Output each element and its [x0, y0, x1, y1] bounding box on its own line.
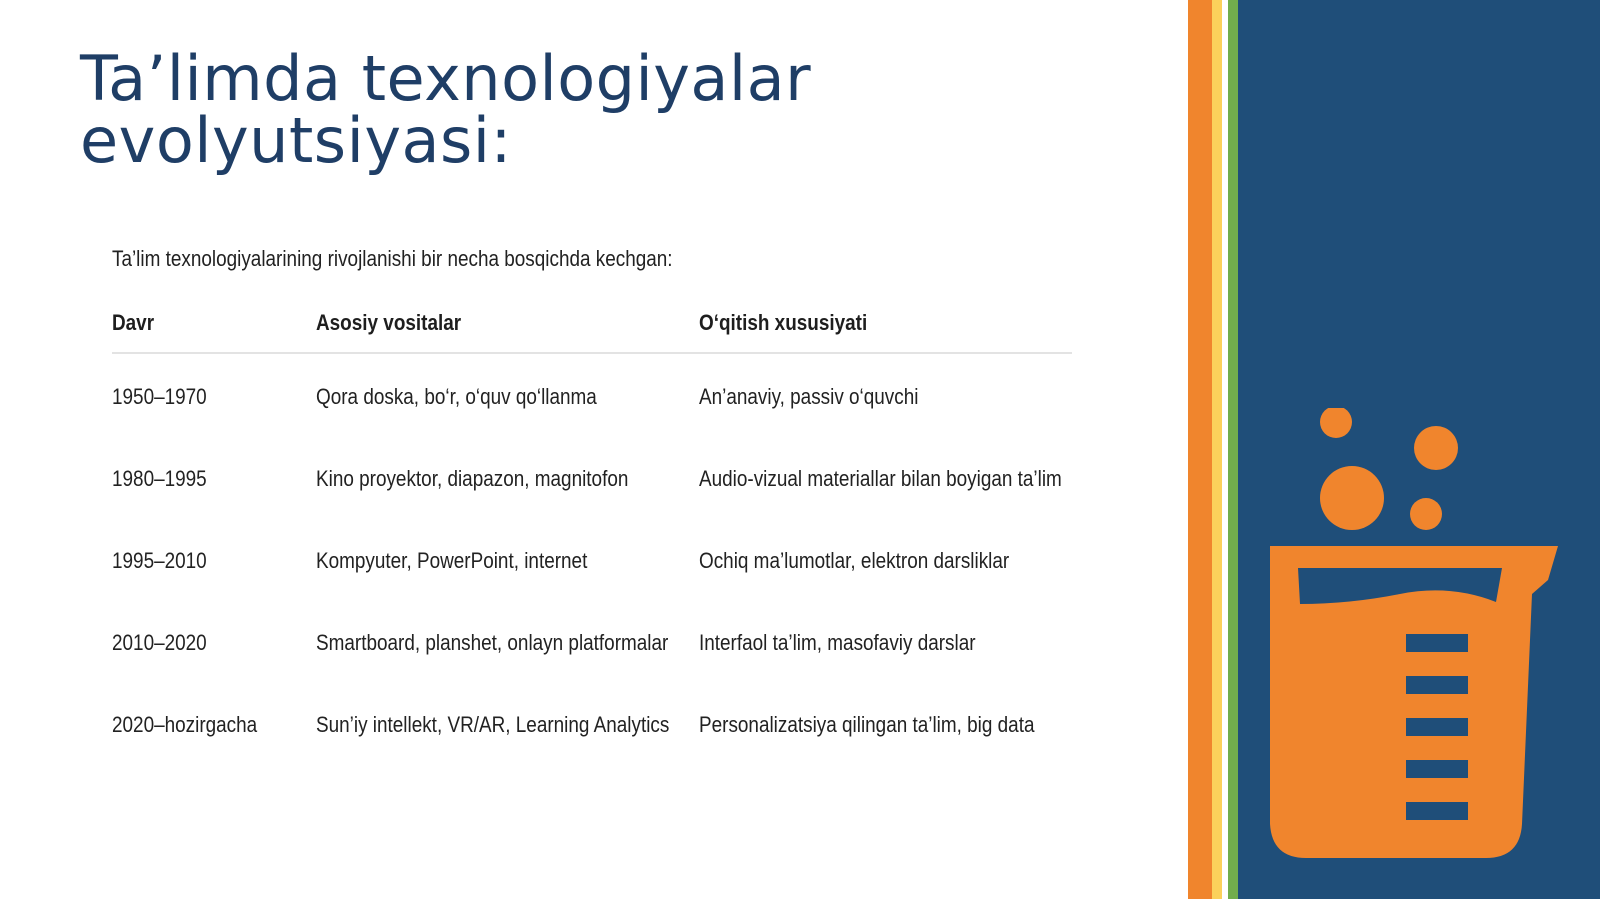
- cell-tools: Kompyuter, PowerPoint, internet: [316, 548, 588, 573]
- cell-tools: Smartboard, planshet, onlayn platformalar: [316, 630, 669, 655]
- header-features: O‘qitish xususiyati: [699, 310, 868, 335]
- cell-period: 1980–1995: [112, 466, 207, 491]
- cell-features: Ochiq ma’lumotlar, elektron darsliklar: [699, 548, 1010, 573]
- cell-features: Audio-vizual materiallar bilan boyigan ta’lim: [699, 466, 1062, 491]
- beaker-icon: [1270, 408, 1570, 878]
- green-stripe: [1228, 0, 1238, 899]
- yellow-stripe: [1212, 0, 1222, 899]
- cell-features: Interfaol ta’lim, masofaviy darslar: [699, 630, 976, 655]
- slide-title-line-2: evolyutsiyasi:: [80, 104, 512, 177]
- table-row: [112, 354, 1072, 436]
- slide-title: [80, 42, 1080, 177]
- cell-period: 2020–hozirgacha: [112, 712, 258, 737]
- table-header-row: [112, 300, 1072, 354]
- evolution-table: [112, 300, 1072, 764]
- header-period: Davr: [112, 310, 155, 335]
- intro-text: Ta’lim texnologiyalarining rivojlanishi bir necha bosqichda kechgan:: [112, 246, 673, 271]
- cell-features: An’anaviy, passiv o‘quvchi: [699, 384, 919, 409]
- table-row: [112, 436, 1072, 518]
- cell-features: Personalizatsiya qilingan ta’lim, big data: [699, 712, 1035, 737]
- cell-period: 2010–2020: [112, 630, 207, 655]
- orange-stripe: [1188, 0, 1212, 899]
- table-row: [112, 600, 1072, 682]
- cell-period: 1950–1970: [112, 384, 207, 409]
- table-row: [112, 682, 1072, 764]
- cell-tools: Qora doska, bo‘r, o‘quv qo‘llanma: [316, 384, 597, 409]
- cell-tools: Kino proyektor, diapazon, magnitofon: [316, 466, 629, 491]
- table-row: [112, 518, 1072, 600]
- slide-title-line-1: Ta’limda texnologiyalar: [80, 42, 812, 115]
- header-tools: Asosiy vositalar: [316, 310, 462, 335]
- cell-period: 1995–2010: [112, 548, 207, 573]
- cell-tools: Sun’iy intellekt, VR/AR, Learning Analytics: [316, 712, 670, 737]
